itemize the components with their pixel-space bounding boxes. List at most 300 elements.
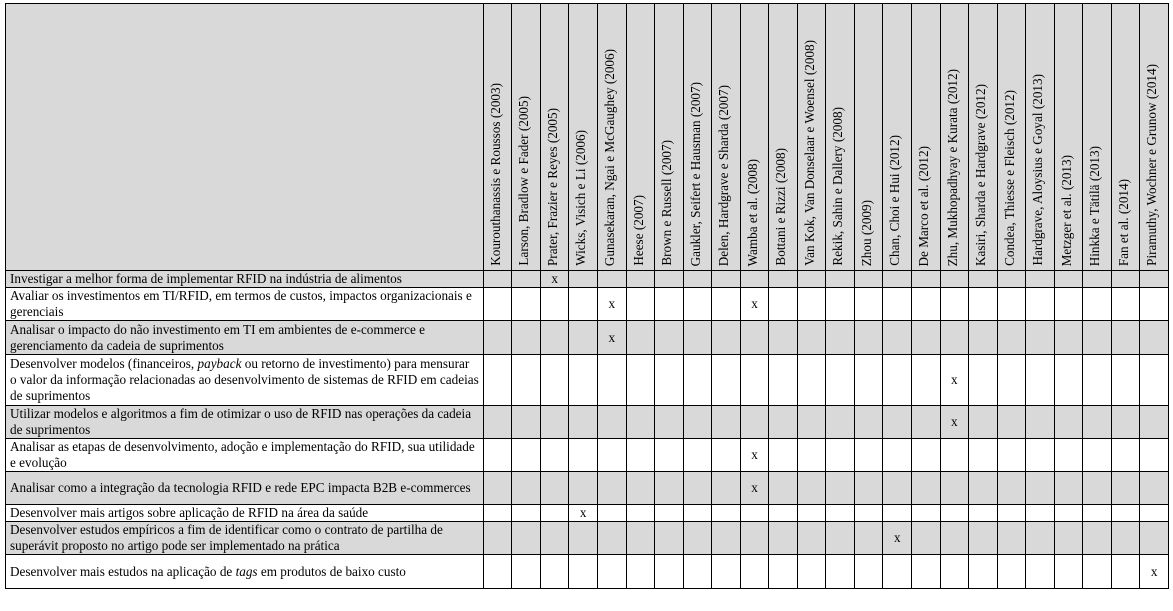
objective-cell bbox=[6, 505, 484, 522]
mark-cell bbox=[997, 555, 1026, 589]
mark-cell bbox=[997, 505, 1026, 522]
mark-cell bbox=[1140, 522, 1169, 555]
mark-cell bbox=[969, 288, 998, 321]
research-agenda-table bbox=[5, 3, 1169, 589]
mark-cell bbox=[598, 271, 627, 288]
mark-cell bbox=[712, 505, 741, 522]
column-header-label: Zhu, Mukhopadhyay e Kurata (2012) bbox=[944, 68, 960, 266]
mark-cell bbox=[940, 505, 969, 522]
mark-x: x bbox=[751, 447, 758, 462]
mark-cell bbox=[626, 439, 655, 472]
mark-cell bbox=[969, 321, 998, 355]
mark-cell bbox=[1054, 321, 1083, 355]
mark-cell bbox=[626, 522, 655, 555]
mark-cell bbox=[997, 355, 1026, 406]
mark-cell bbox=[854, 288, 883, 321]
mark-cell bbox=[540, 472, 569, 505]
table-row bbox=[6, 321, 1169, 355]
mark-cell bbox=[769, 271, 798, 288]
column-header-label: Bottani e Rizzi (2008) bbox=[773, 148, 789, 266]
mark-cell bbox=[997, 271, 1026, 288]
mark-cell bbox=[512, 288, 541, 321]
table-row bbox=[6, 472, 1169, 505]
mark-cell bbox=[1111, 321, 1140, 355]
mark-cell bbox=[598, 321, 627, 355]
mark-cell bbox=[626, 321, 655, 355]
mark-cell bbox=[655, 472, 684, 505]
mark-cell bbox=[940, 522, 969, 555]
mark-cell bbox=[626, 271, 655, 288]
mark-cell bbox=[740, 439, 769, 472]
mark-cell bbox=[854, 555, 883, 589]
mark-cell bbox=[655, 271, 684, 288]
mark-x: x bbox=[951, 414, 958, 429]
mark-cell bbox=[1083, 522, 1112, 555]
table-body bbox=[6, 271, 1169, 589]
column-header-label: Metzger et al. (2013) bbox=[1058, 154, 1074, 266]
mark-cell bbox=[826, 271, 855, 288]
mark-cell bbox=[569, 505, 598, 522]
mark-cell bbox=[598, 355, 627, 406]
mark-cell bbox=[712, 522, 741, 555]
column-header-label: Wamba et al. (2008) bbox=[744, 158, 760, 266]
mark-cell bbox=[997, 288, 1026, 321]
mark-cell bbox=[655, 505, 684, 522]
header-row bbox=[6, 4, 1169, 271]
mark-cell bbox=[569, 439, 598, 472]
mark-cell bbox=[655, 288, 684, 321]
mark-cell bbox=[769, 355, 798, 406]
mark-cell bbox=[883, 505, 912, 522]
column-header-label: Prater, Frazier e Reyes (2005) bbox=[544, 107, 560, 266]
column-header bbox=[683, 4, 712, 271]
mark-cell bbox=[1054, 355, 1083, 406]
mark-cell bbox=[683, 288, 712, 321]
mark-cell bbox=[1140, 288, 1169, 321]
mark-cell bbox=[569, 472, 598, 505]
mark-cell bbox=[912, 439, 941, 472]
mark-cell bbox=[1140, 271, 1169, 288]
objective-text: Avaliar os investimentos em TI/RFID, em termos de custos, impactos organizacionais e gerenciais bbox=[10, 288, 472, 319]
mark-cell bbox=[1140, 555, 1169, 589]
objective-text: em produtos de baixo custo bbox=[257, 563, 406, 579]
mark-cell bbox=[854, 439, 883, 472]
mark-cell bbox=[1083, 439, 1112, 472]
objective-cell bbox=[6, 288, 484, 321]
mark-cell bbox=[969, 439, 998, 472]
mark-cell bbox=[626, 555, 655, 589]
objective-text-italic: payback bbox=[197, 356, 242, 371]
mark-cell bbox=[740, 406, 769, 439]
mark-cell bbox=[712, 472, 741, 505]
column-header-label: Kourouthanassis e Roussos (2003) bbox=[487, 83, 503, 266]
mark-cell bbox=[483, 505, 512, 522]
mark-cell bbox=[1083, 288, 1112, 321]
mark-cell bbox=[997, 439, 1026, 472]
mark-cell bbox=[912, 472, 941, 505]
column-header bbox=[626, 4, 655, 271]
mark-cell bbox=[940, 321, 969, 355]
mark-cell bbox=[797, 406, 826, 439]
mark-cell bbox=[540, 321, 569, 355]
column-header-label: Condea, Thiesse e Fleisch (2012) bbox=[1001, 90, 1017, 266]
mark-cell bbox=[940, 406, 969, 439]
mark-cell bbox=[712, 555, 741, 589]
mark-cell bbox=[883, 439, 912, 472]
mark-cell bbox=[912, 406, 941, 439]
mark-cell bbox=[940, 271, 969, 288]
mark-cell bbox=[598, 555, 627, 589]
mark-cell bbox=[1140, 505, 1169, 522]
mark-cell bbox=[1083, 555, 1112, 589]
mark-cell bbox=[997, 522, 1026, 555]
table-row bbox=[6, 355, 1169, 406]
mark-cell bbox=[483, 355, 512, 406]
column-header-label: Piramuthy, Wochner e Grunow (2014) bbox=[1144, 64, 1160, 266]
mark-cell bbox=[740, 288, 769, 321]
column-header bbox=[826, 4, 855, 271]
mark-cell bbox=[540, 406, 569, 439]
mark-cell bbox=[569, 355, 598, 406]
mark-cell bbox=[540, 439, 569, 472]
mark-cell bbox=[712, 288, 741, 321]
mark-cell bbox=[826, 439, 855, 472]
mark-cell bbox=[769, 288, 798, 321]
mark-cell bbox=[912, 271, 941, 288]
mark-cell bbox=[797, 439, 826, 472]
mark-cell bbox=[1083, 321, 1112, 355]
mark-cell bbox=[826, 321, 855, 355]
mark-cell bbox=[512, 321, 541, 355]
mark-cell bbox=[569, 288, 598, 321]
mark-cell bbox=[1026, 321, 1055, 355]
mark-cell bbox=[626, 472, 655, 505]
column-header-label: Rekik, Sahin e Dallery (2008) bbox=[830, 107, 846, 266]
mark-cell bbox=[826, 288, 855, 321]
mark-cell bbox=[740, 505, 769, 522]
mark-cell bbox=[740, 355, 769, 406]
mark-cell bbox=[512, 472, 541, 505]
table-row bbox=[6, 271, 1169, 288]
mark-cell bbox=[1054, 271, 1083, 288]
mark-cell bbox=[883, 355, 912, 406]
objective-cell bbox=[6, 355, 484, 406]
column-header bbox=[740, 4, 769, 271]
mark-cell bbox=[712, 439, 741, 472]
column-header-label: De Marco et al. (2012) bbox=[916, 145, 932, 266]
mark-cell bbox=[1054, 505, 1083, 522]
mark-cell bbox=[1026, 505, 1055, 522]
mark-cell bbox=[854, 321, 883, 355]
mark-cell bbox=[512, 439, 541, 472]
objective-text: ou retorno de investimento) para mensurar o valor da informação relacionadas ao desenvolvimento de sistemas de RFID em cadeias de suprimentos bbox=[10, 356, 479, 403]
mark-cell bbox=[1140, 472, 1169, 505]
mark-cell bbox=[826, 355, 855, 406]
mark-cell bbox=[1111, 472, 1140, 505]
objective-cell bbox=[6, 406, 484, 439]
mark-cell bbox=[512, 505, 541, 522]
mark-cell bbox=[1054, 406, 1083, 439]
column-header bbox=[712, 4, 741, 271]
objective-text: Desenvolver mais estudos na aplicação de bbox=[10, 563, 236, 579]
mark-cell bbox=[740, 271, 769, 288]
column-header-label: Wicks, Visich e Li (2006) bbox=[573, 130, 589, 266]
mark-x: x bbox=[751, 296, 758, 311]
mark-cell bbox=[655, 406, 684, 439]
mark-cell bbox=[969, 472, 998, 505]
mark-cell bbox=[826, 406, 855, 439]
column-header bbox=[797, 4, 826, 271]
column-header bbox=[540, 4, 569, 271]
mark-cell bbox=[854, 522, 883, 555]
mark-x: x bbox=[1150, 563, 1158, 579]
mark-cell bbox=[512, 555, 541, 589]
mark-cell bbox=[1054, 288, 1083, 321]
column-header-label: Kasiri, Sharda e Hardgrave (2012) bbox=[973, 84, 989, 266]
mark-cell bbox=[598, 505, 627, 522]
mark-cell bbox=[569, 555, 598, 589]
mark-x: x bbox=[608, 329, 616, 345]
objective-cell bbox=[6, 472, 484, 505]
table-row bbox=[6, 439, 1169, 472]
mark-cell bbox=[540, 555, 569, 589]
column-header bbox=[512, 4, 541, 271]
mark-cell bbox=[940, 555, 969, 589]
column-header bbox=[912, 4, 941, 271]
mark-cell bbox=[969, 406, 998, 439]
objective-text: Utilizar modelos e algoritmos a fim de otimizar o uso de RFID nas operações da cadeia de suprimentos bbox=[10, 406, 472, 437]
mark-cell bbox=[912, 555, 941, 589]
objective-text: Analisar como a integração da tecnologia RFID e rede EPC impacta B2B e-commerces bbox=[10, 480, 471, 495]
mark-cell bbox=[655, 355, 684, 406]
mark-cell bbox=[883, 406, 912, 439]
mark-cell bbox=[912, 505, 941, 522]
column-header-label: Van Kok, Van Donselaar e Woensel (2008) bbox=[801, 40, 817, 266]
mark-cell bbox=[598, 288, 627, 321]
mark-cell bbox=[540, 505, 569, 522]
table-row bbox=[6, 555, 1169, 589]
column-header bbox=[483, 4, 512, 271]
mark-cell bbox=[483, 321, 512, 355]
mark-cell bbox=[483, 555, 512, 589]
mark-cell bbox=[1083, 355, 1112, 406]
mark-cell bbox=[854, 355, 883, 406]
mark-cell bbox=[769, 505, 798, 522]
mark-cell bbox=[940, 472, 969, 505]
column-header bbox=[655, 4, 684, 271]
mark-cell bbox=[1054, 555, 1083, 589]
mark-cell bbox=[769, 522, 798, 555]
mark-cell bbox=[769, 406, 798, 439]
mark-cell bbox=[540, 522, 569, 555]
mark-cell bbox=[598, 522, 627, 555]
objective-cell bbox=[6, 555, 484, 589]
column-header bbox=[1140, 4, 1169, 271]
column-header-label: Hardgrave, Aloysius e Goyal (2013) bbox=[1030, 74, 1046, 266]
column-header-label: Larson, Bradlow e Fader (2005) bbox=[516, 96, 532, 266]
column-header bbox=[997, 4, 1026, 271]
mark-cell bbox=[655, 439, 684, 472]
table-row bbox=[6, 505, 1169, 522]
mark-cell bbox=[655, 555, 684, 589]
mark-cell bbox=[569, 522, 598, 555]
column-header-label: Heese (2007) bbox=[630, 195, 646, 266]
mark-cell bbox=[883, 321, 912, 355]
mark-cell bbox=[1083, 505, 1112, 522]
mark-cell bbox=[997, 321, 1026, 355]
mark-cell bbox=[797, 472, 826, 505]
table-row bbox=[6, 522, 1169, 555]
column-header-label: Zhou (2009) bbox=[858, 199, 874, 266]
mark-cell bbox=[912, 355, 941, 406]
column-header-label: Fan et al. (2014) bbox=[1115, 178, 1131, 266]
mark-cell bbox=[797, 505, 826, 522]
mark-cell bbox=[854, 271, 883, 288]
mark-cell bbox=[883, 472, 912, 505]
objective-text: Desenvolver modelos (financeiros, bbox=[10, 356, 198, 371]
mark-cell bbox=[1054, 472, 1083, 505]
mark-cell bbox=[1026, 355, 1055, 406]
mark-cell bbox=[626, 288, 655, 321]
table-row bbox=[6, 406, 1169, 439]
mark-cell bbox=[1026, 472, 1055, 505]
column-header bbox=[569, 4, 598, 271]
mark-cell bbox=[483, 288, 512, 321]
column-header bbox=[1111, 4, 1140, 271]
column-header bbox=[969, 4, 998, 271]
mark-cell bbox=[769, 439, 798, 472]
mark-cell bbox=[797, 555, 826, 589]
mark-cell bbox=[740, 555, 769, 589]
mark-cell bbox=[1083, 472, 1112, 505]
column-header-label: Chan, Choi e Hui (2012) bbox=[887, 135, 903, 266]
mark-cell bbox=[598, 406, 627, 439]
mark-cell bbox=[683, 321, 712, 355]
mark-cell bbox=[826, 555, 855, 589]
mark-cell bbox=[683, 406, 712, 439]
mark-cell bbox=[797, 355, 826, 406]
mark-cell bbox=[912, 288, 941, 321]
mark-cell bbox=[1026, 406, 1055, 439]
mark-cell bbox=[1140, 321, 1169, 355]
mark-cell bbox=[512, 355, 541, 406]
mark-cell bbox=[797, 522, 826, 555]
mark-cell bbox=[969, 555, 998, 589]
mark-cell bbox=[912, 321, 941, 355]
mark-cell bbox=[883, 288, 912, 321]
column-header bbox=[1054, 4, 1083, 271]
mark-cell bbox=[969, 505, 998, 522]
mark-cell bbox=[1111, 555, 1140, 589]
mark-cell bbox=[1111, 288, 1140, 321]
mark-cell bbox=[883, 271, 912, 288]
column-header bbox=[883, 4, 912, 271]
mark-cell bbox=[626, 505, 655, 522]
mark-cell bbox=[712, 271, 741, 288]
mark-cell bbox=[1026, 439, 1055, 472]
column-header bbox=[940, 4, 969, 271]
mark-cell bbox=[712, 406, 741, 439]
mark-cell bbox=[940, 439, 969, 472]
mark-cell bbox=[1026, 522, 1055, 555]
mark-cell bbox=[512, 522, 541, 555]
objective-text: Analisar o impacto do não investimento em TI em ambientes de e-commerce e gerenciamento da cadeia de suprimentos bbox=[10, 321, 426, 353]
mark-cell bbox=[1140, 439, 1169, 472]
objective-cell bbox=[6, 271, 484, 288]
mark-cell bbox=[1111, 505, 1140, 522]
mark-cell bbox=[569, 321, 598, 355]
mark-cell bbox=[940, 355, 969, 406]
mark-cell bbox=[483, 472, 512, 505]
header-corner-cell bbox=[6, 4, 484, 271]
mark-cell bbox=[997, 472, 1026, 505]
mark-cell bbox=[655, 522, 684, 555]
column-header bbox=[1083, 4, 1112, 271]
mark-cell bbox=[712, 321, 741, 355]
mark-cell bbox=[512, 406, 541, 439]
mark-cell bbox=[1140, 355, 1169, 406]
column-header-label: Delen, Hardgrave e Sharda (2007) bbox=[716, 84, 732, 266]
mark-cell bbox=[1054, 439, 1083, 472]
mark-cell bbox=[1111, 522, 1140, 555]
mark-cell bbox=[1111, 406, 1140, 439]
column-header-label: Gaukler, Seifert e Hausman (2007) bbox=[687, 81, 703, 266]
objective-text: Desenvolver mais artigos sobre aplicação de RFID na área da saúde bbox=[10, 505, 369, 520]
column-header-label: Brown e Russell (2007) bbox=[659, 140, 675, 266]
mark-cell bbox=[1083, 406, 1112, 439]
mark-cell bbox=[598, 472, 627, 505]
mark-cell bbox=[626, 355, 655, 406]
mark-cell bbox=[540, 271, 569, 288]
objective-cell bbox=[6, 439, 484, 472]
objective-text: Analisar as etapas de desenvolvimento, adoção e implementação do RFID, sua utilidade e evolução bbox=[10, 439, 475, 470]
mark-cell bbox=[655, 321, 684, 355]
mark-cell bbox=[1026, 555, 1055, 589]
mark-cell bbox=[483, 522, 512, 555]
mark-cell bbox=[569, 271, 598, 288]
mark-cell bbox=[912, 522, 941, 555]
mark-cell bbox=[626, 406, 655, 439]
objective-text-italic: tags bbox=[235, 563, 258, 579]
mark-cell bbox=[883, 522, 912, 555]
column-header bbox=[769, 4, 798, 271]
mark-cell bbox=[969, 355, 998, 406]
mark-cell bbox=[854, 472, 883, 505]
mark-cell bbox=[969, 522, 998, 555]
mark-cell bbox=[683, 555, 712, 589]
mark-x: x bbox=[579, 505, 587, 520]
mark-cell bbox=[683, 355, 712, 406]
objective-text: Investigar a melhor forma de implementar RFID na indústria de alimentos bbox=[10, 271, 402, 286]
mark-cell bbox=[969, 271, 998, 288]
mark-cell bbox=[740, 522, 769, 555]
mark-cell bbox=[769, 321, 798, 355]
table-row bbox=[6, 288, 1169, 321]
mark-cell bbox=[740, 321, 769, 355]
mark-cell bbox=[483, 439, 512, 472]
mark-cell bbox=[569, 406, 598, 439]
mark-cell bbox=[740, 472, 769, 505]
mark-cell bbox=[997, 406, 1026, 439]
mark-cell bbox=[712, 355, 741, 406]
objective-cell bbox=[6, 321, 484, 355]
mark-cell bbox=[769, 472, 798, 505]
column-header bbox=[1026, 4, 1055, 271]
mark-x: x bbox=[608, 296, 616, 311]
mark-cell bbox=[598, 439, 627, 472]
column-header bbox=[598, 4, 627, 271]
mark-cell bbox=[826, 505, 855, 522]
